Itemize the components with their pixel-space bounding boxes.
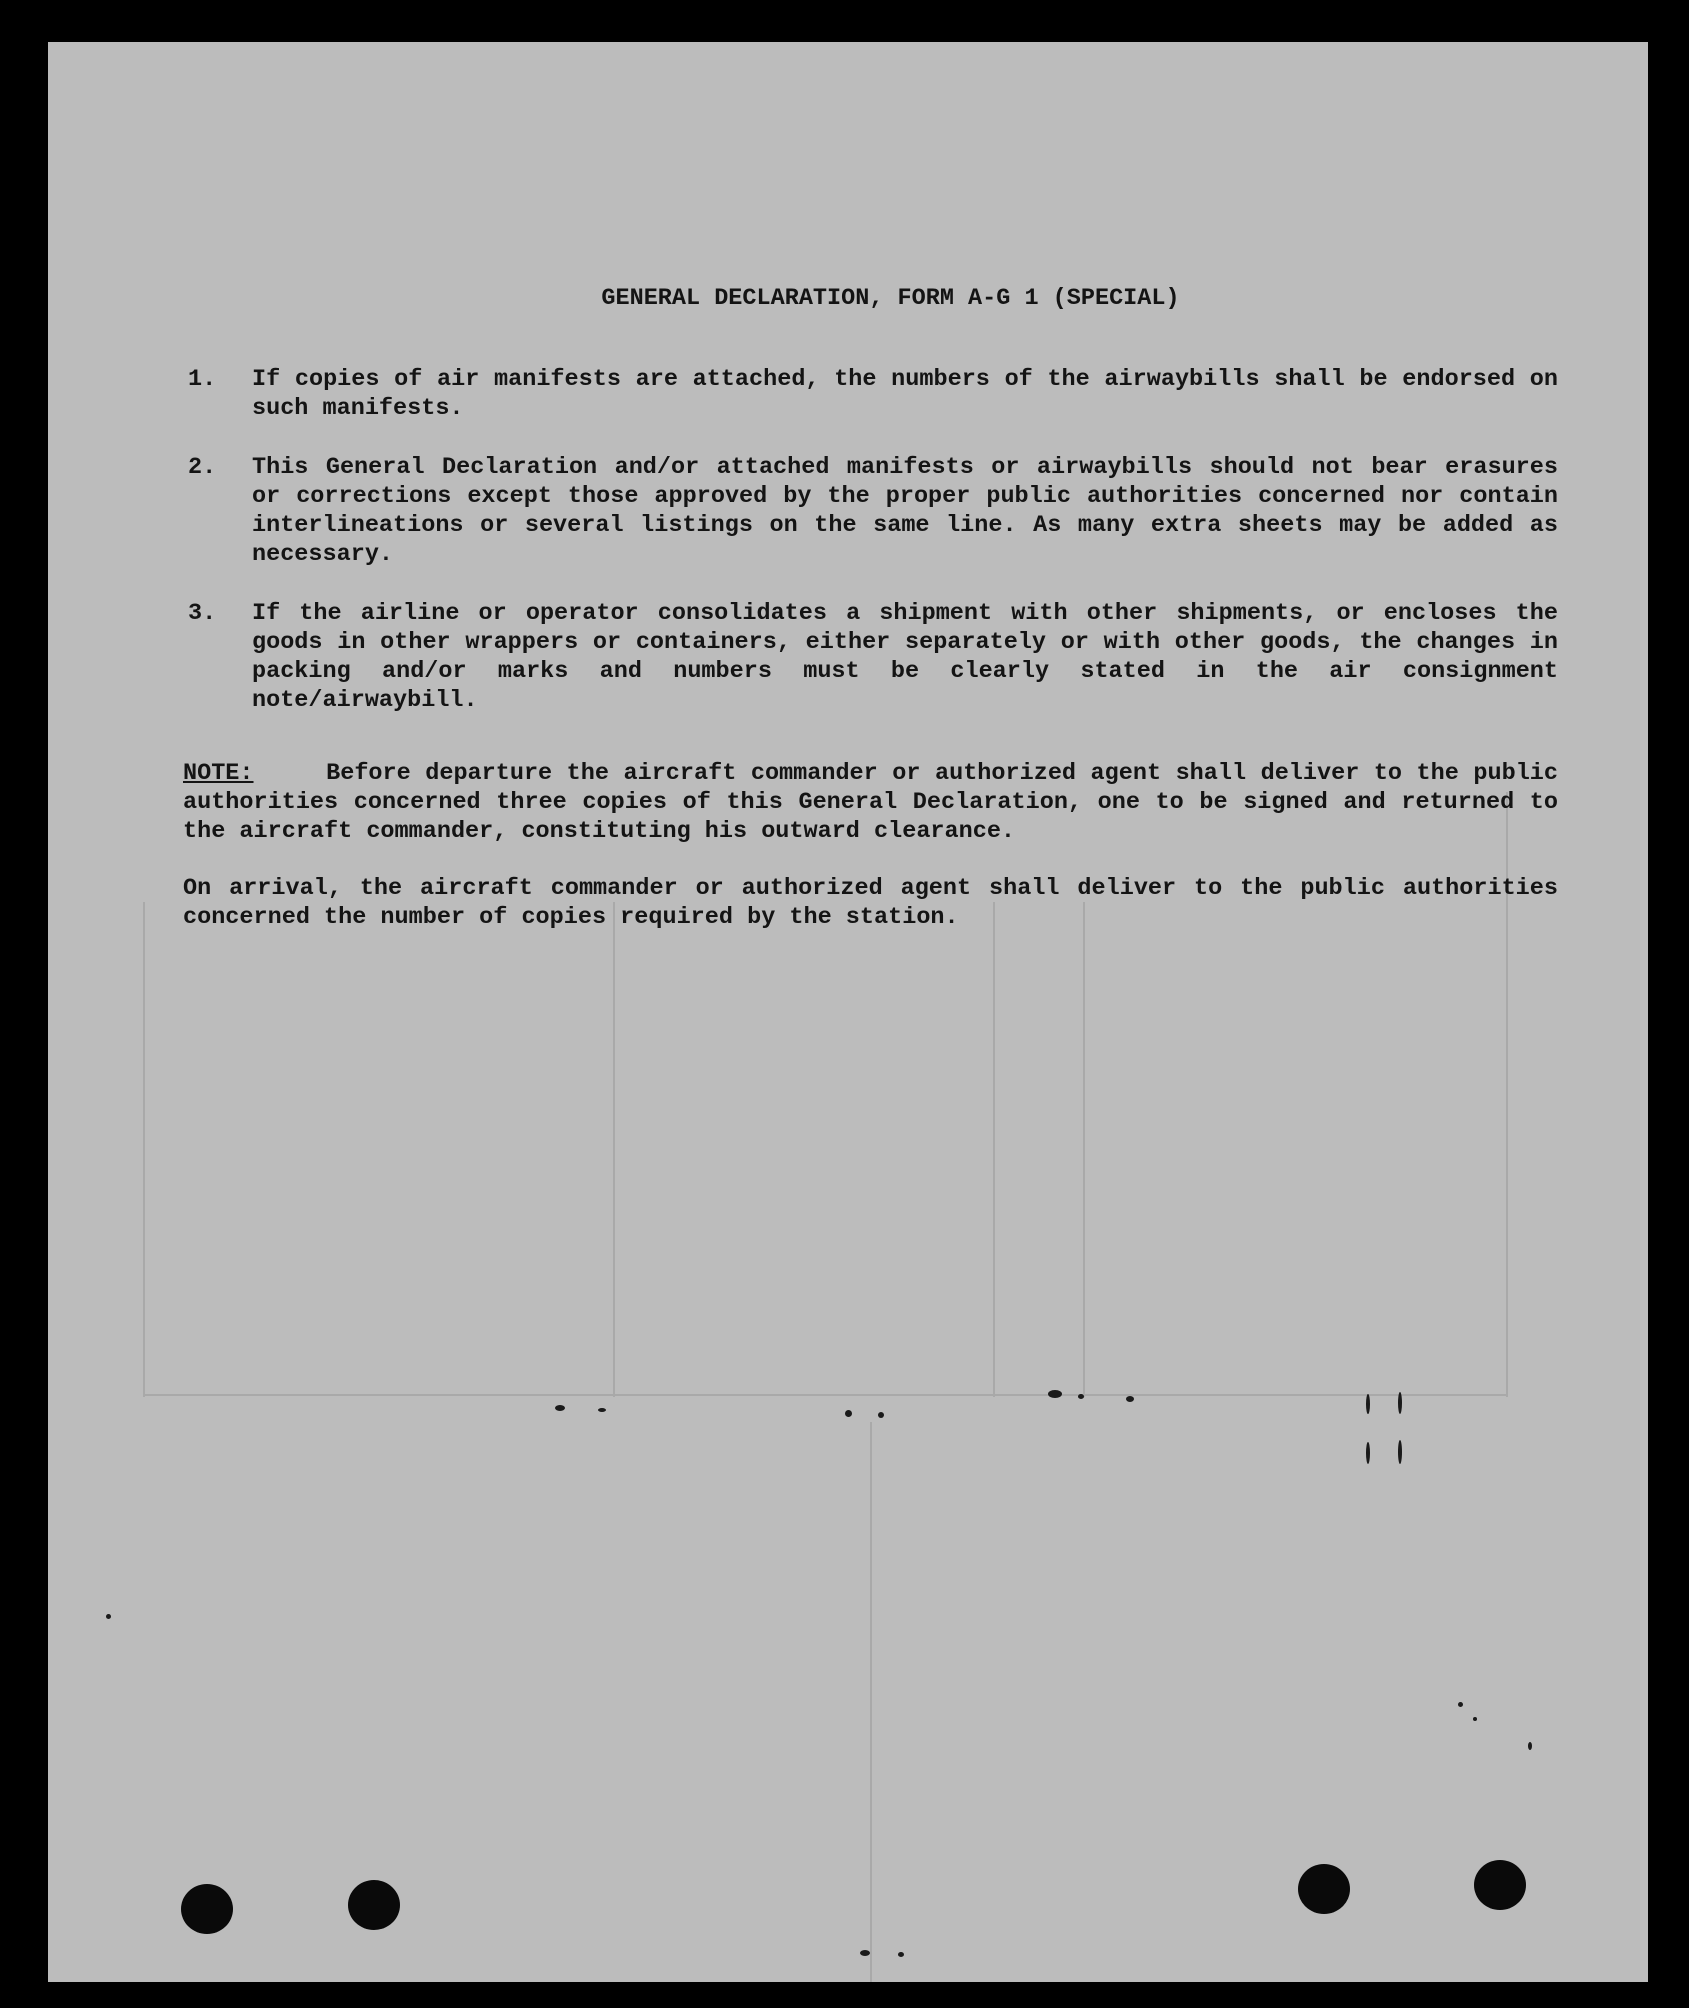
punch-hole — [1474, 1860, 1526, 1910]
instruction-item — [183, 365, 1558, 423]
document-title: GENERAL DECLARATION, FORM A-G 1 (SPECIAL) — [601, 285, 1180, 312]
ink-speck — [1473, 1717, 1477, 1721]
declaration-text — [183, 284, 1558, 932]
item-text: If copies of air manifests are attached, the numbers of the airwaybills shall be endorsed on such manifests. — [252, 366, 1558, 422]
instruction-item — [183, 599, 1558, 715]
punch-hole — [1298, 1864, 1350, 1914]
ink-speck — [1528, 1742, 1532, 1750]
ghost-rule — [143, 1394, 1508, 1396]
note-paragraph — [183, 759, 1558, 846]
ink-speck — [555, 1405, 565, 1411]
note-text: Before departure the aircraft commander or authorized agent shall deliver to the public authorities concerned three copies of this General Declaration, one to be signed and returned to the aircraft commander, constituting his outward clearance. — [183, 760, 1558, 845]
ink-speck — [1366, 1394, 1370, 1414]
arrival-paragraph: On arrival, the aircraft commander or authorized agent shall deliver to the public authorities concerned the number of copies required by the station. — [183, 875, 1558, 931]
ghost-rule — [870, 1422, 872, 1982]
punch-hole — [181, 1884, 233, 1934]
instruction-item — [183, 453, 1558, 569]
ink-speck — [598, 1408, 606, 1412]
ink-speck — [898, 1952, 904, 1957]
ghost-rule — [993, 902, 995, 1397]
item-number: 2. — [188, 454, 217, 481]
punch-hole — [348, 1880, 400, 1930]
ghost-rule — [1083, 902, 1085, 1397]
note-label: NOTE: — [183, 760, 254, 787]
ink-speck — [1078, 1394, 1084, 1399]
ghost-rule — [613, 902, 615, 1397]
item-text: If the airline or operator consolidates a shipment with other shipments, or encloses the goods in other wrappers or containers, either separately or with other goods, the changes in packing and/or marks and numbers must be clearly stated in the air consignment note/airwaybill. — [252, 600, 1558, 714]
ink-speck — [1398, 1440, 1402, 1464]
ink-speck — [878, 1412, 884, 1418]
ink-speck — [106, 1614, 111, 1619]
ink-speck — [1366, 1442, 1370, 1464]
ink-speck — [1458, 1702, 1463, 1707]
ink-speck — [845, 1410, 852, 1417]
item-number: 1. — [188, 366, 217, 393]
document-page — [48, 42, 1648, 1982]
ink-speck — [1048, 1390, 1062, 1398]
ink-speck — [860, 1950, 870, 1956]
item-number: 3. — [188, 600, 217, 627]
ink-speck — [1398, 1392, 1402, 1414]
ghost-rule — [143, 902, 145, 1397]
ink-speck — [1126, 1396, 1134, 1402]
item-text: This General Declaration and/or attached manifests or airwaybills should not bear erasures or corrections except those approved by the proper public authorities concerned nor contain interlineations or several listings on the same line. As many extra sheets may be added as necessary. — [252, 454, 1558, 568]
